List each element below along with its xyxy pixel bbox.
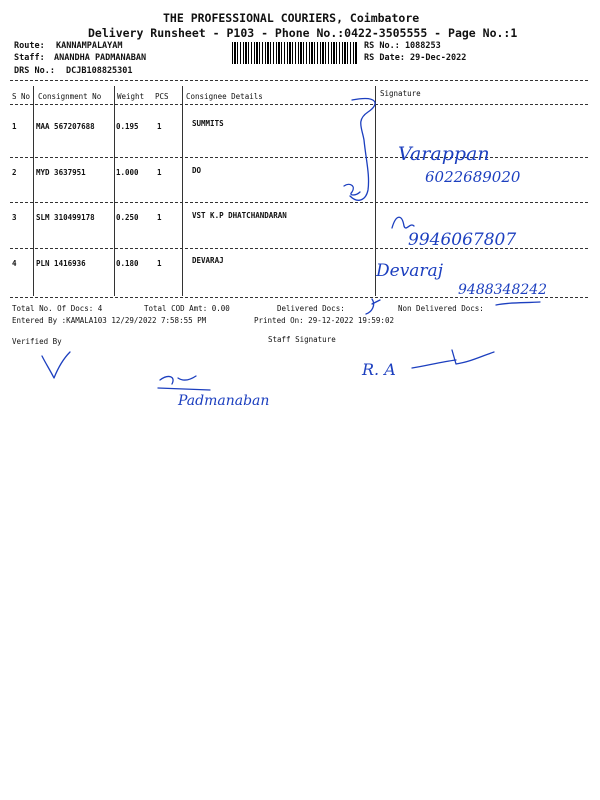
row-4-sno: 4 (12, 259, 17, 268)
row-2-sno: 2 (12, 168, 17, 177)
row-4-pcs: 1 (157, 259, 162, 268)
row-3-sno: 3 (12, 213, 17, 222)
row-4-consignment: PLN 1416936 (36, 259, 86, 268)
delivered-docs: Delivered Docs: (277, 304, 345, 313)
rs-number: RS No.: 1088253 (364, 41, 441, 51)
verified-by-handwritten-name: Padmanaban (178, 393, 270, 409)
row-3-consignment: SLM 310499178 (36, 213, 95, 222)
delivered-count-mark (366, 299, 380, 314)
row-1-handwritten-name: Varappan (398, 143, 490, 165)
column-header-weight: Weight (117, 92, 145, 101)
staff-signature-stroke (412, 350, 494, 368)
column-header-consignment: Consignment No (38, 92, 102, 101)
staff-value: ANANDHA PADMANABAN (54, 53, 147, 63)
route-value: KANNAMPALAYAM (56, 41, 123, 51)
drs-label: DRS No.: (14, 66, 55, 76)
row-1-consignment: MAA 567207688 (36, 122, 95, 131)
signature-tick-row2 (344, 184, 360, 195)
row-2-pcs: 1 (157, 168, 162, 177)
total-cod: Total COD Amt: 0.00 (144, 304, 230, 313)
row-3-weight: 0.250 (116, 213, 139, 222)
document-title: THE PROFESSIONAL COURIERS, Coimbatore (163, 11, 420, 25)
staff-signature-label: Staff Signature (268, 335, 336, 344)
verified-by-mark (42, 352, 70, 378)
row-4-consignee: DEVARAJ (192, 256, 224, 265)
route-label: Route: (14, 41, 45, 51)
row-4-weight: 0.180 (116, 259, 139, 268)
entered-by: Entered By :KAMALA103 12/29/2022 7:58:55 PM (12, 316, 207, 325)
column-header-pcs: PCS (155, 92, 169, 101)
row-1-handwritten-phone: 6022689020 (425, 168, 521, 186)
row-1-pcs: 1 (157, 122, 162, 131)
drs-value: DCJB108825301 (66, 66, 133, 76)
staff-label: Staff: (14, 53, 45, 63)
column-header-consignee: Consignee Details (186, 92, 263, 101)
row-3-signature-scribble (392, 217, 414, 228)
verified-by-label: Verified By (12, 337, 62, 346)
row-1-weight: 0.195 (116, 122, 139, 131)
non-delivered-dash (496, 302, 540, 305)
row-2-consignment: MYD 3637951 (36, 168, 86, 177)
row-3-pcs: 1 (157, 213, 162, 222)
row-4-handwritten-phone: 9488348242 (458, 282, 548, 298)
row-3-consignee: VST K.P DHATCHANDARAN (192, 211, 287, 220)
document-subtitle: Delivery Runsheet - P103 - Phone No.:0422-3505555 - Page No.:1 (88, 26, 518, 40)
verified-initial-scribble (158, 376, 210, 390)
column-header-signature: Signature (380, 89, 421, 98)
signature-brace (350, 99, 375, 201)
row-2-weight: 1.000 (116, 168, 139, 177)
row-1-consignee: SUMMITS (192, 119, 224, 128)
row-2-consignee: DO (192, 166, 202, 175)
row-1-sno: 1 (12, 122, 17, 131)
row-3-handwritten-phone: 9946067807 (408, 230, 517, 250)
rs-date: RS Date: 29-Dec-2022 (364, 53, 467, 63)
printed-on: Printed On: 29-12-2022 19:59:02 (254, 316, 394, 325)
total-docs: Total No. Of Docs: 4 (12, 304, 103, 313)
non-delivered-docs: Non Delivered Docs: (398, 304, 484, 313)
staff-signature-handwritten: R. A (362, 360, 396, 379)
column-header-sno: S No (12, 92, 31, 101)
row-4-handwritten-name: Devaraj (376, 261, 443, 281)
